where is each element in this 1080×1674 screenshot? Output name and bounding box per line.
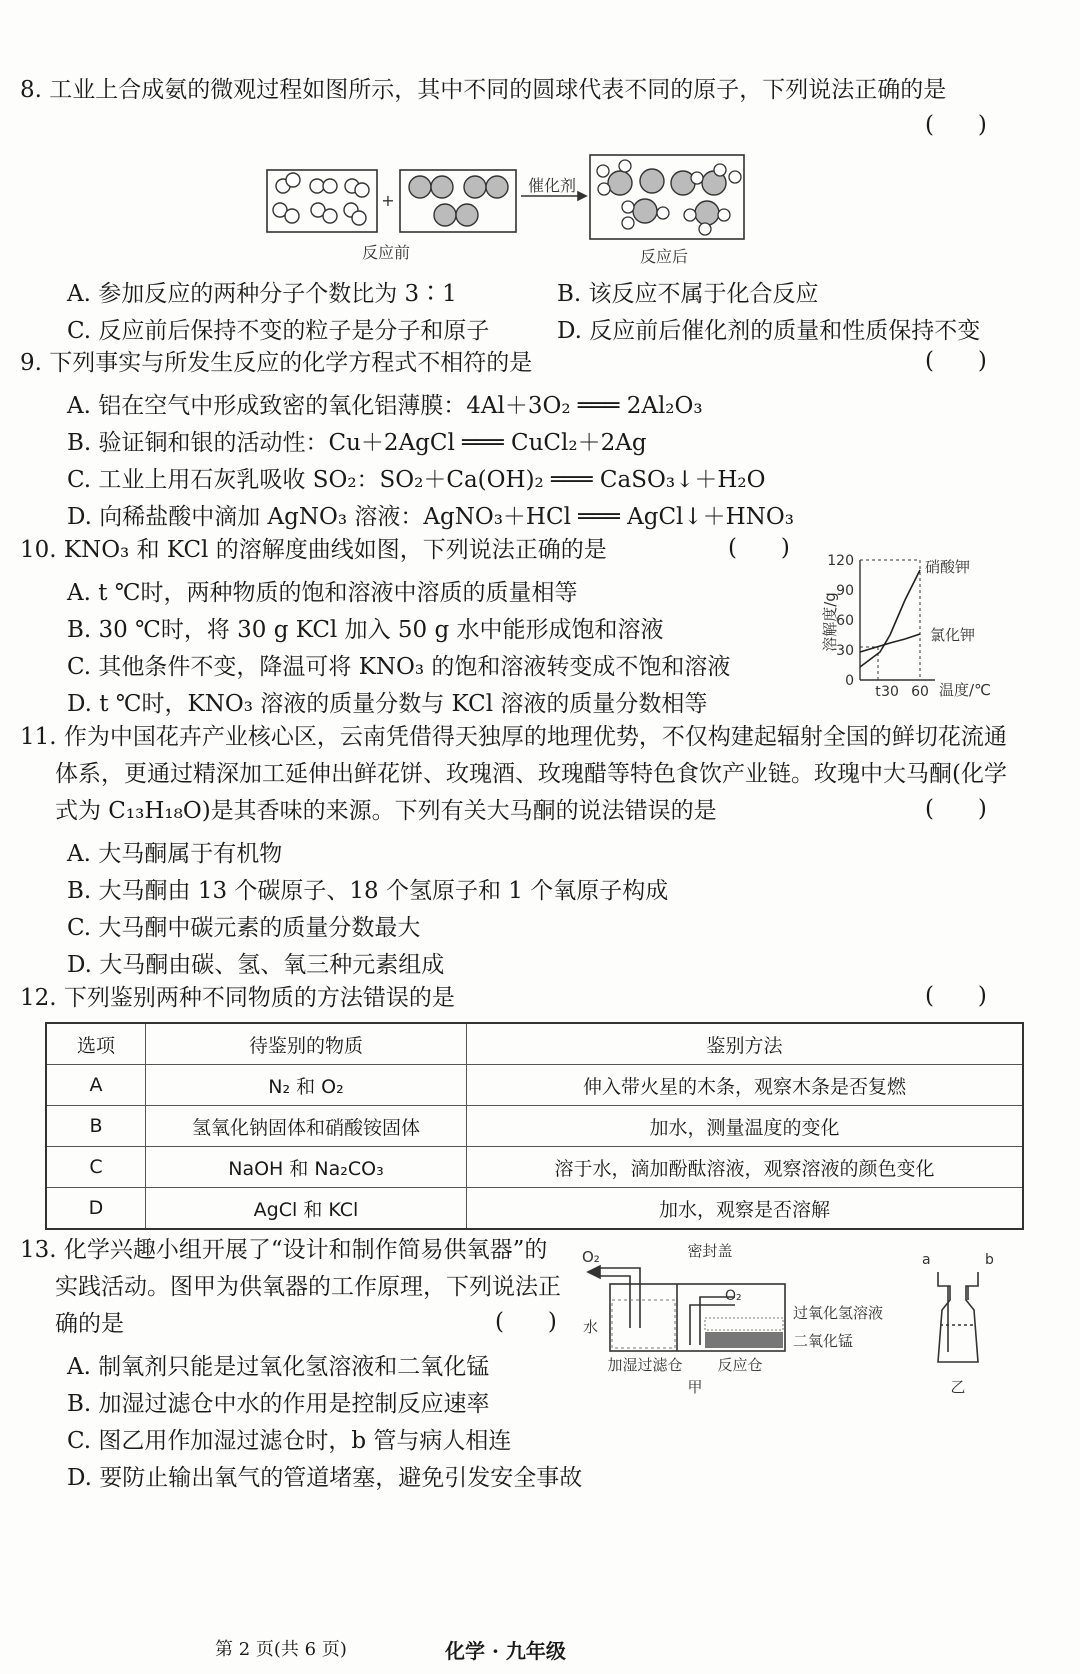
x-axis-label: 温度/℃ [939, 681, 991, 699]
table-cell: A [46, 1065, 146, 1106]
kcl-label: 氯化钾 [930, 626, 976, 644]
q11-answer-paren[interactable]: ( ) [925, 796, 987, 822]
table-header: 鉴别方法 [467, 1023, 1024, 1065]
q12-stem: 12. 下列鉴别两种不同物质的方法错误的是 [20, 985, 455, 1011]
q11-option-d[interactable]: D. 大马酮由碳、氢、氧三种元素组成 [67, 952, 445, 978]
x-tick-label: 60 [911, 684, 929, 700]
q11-option-b[interactable]: B. 大马酮由 13 个碳原子、18 个氢原子和 1 个氧原子构成 [67, 878, 669, 904]
q11-option-a[interactable]: A. 大马酮属于有机物 [67, 841, 283, 867]
tube-b-label: b [985, 1252, 994, 1268]
q13-stem-1: 13. 化学兴趣小组开展了“设计和制作简易供氧器”的 [20, 1237, 548, 1263]
reactor-label: 反应仓 [717, 1356, 763, 1374]
q11-stem-2: 体系，更通过精深加工延伸出鲜花饼、玫瑰酒、玫瑰醋等特色食饮产业链。玫瑰中大马酮(化学 [55, 761, 1007, 787]
q9-answer-paren[interactable]: ( ) [925, 348, 987, 374]
table-header: 选项 [46, 1023, 146, 1065]
y-tick-label: 30 [836, 643, 854, 659]
x-tick-label: 30 [881, 684, 899, 700]
table-cell: C [46, 1147, 146, 1188]
q8-stem: 8. 工业上合成氨的微观过程如图所示，其中不同的圆球代表不同的原子，下列说法正确的是 [20, 77, 947, 103]
o2-out-label: O₂ [582, 1248, 600, 1266]
q10-option-d[interactable]: D. t ℃时，KNO₃ 溶液的质量分数与 KCl 溶液的质量分数相等 [67, 691, 708, 717]
table-cell: 加水，测量温度的变化 [467, 1106, 1024, 1147]
q8-option-a[interactable]: A. 参加反应的两种分子个数比为 3∶1 [67, 281, 457, 307]
x-tick-label: t [875, 684, 881, 700]
catalyst-label: 催化剂 [527, 176, 577, 195]
after-label: 反应后 [639, 247, 689, 266]
q9-option-b[interactable]: B. 验证铜和银的活动性：Cu＋2AgCl ═══ CuCl₂＋2Ag [67, 430, 647, 456]
q11-option-c[interactable]: C. 大马酮中碳元素的质量分数最大 [67, 915, 421, 941]
q13-answer-paren[interactable]: ( ) [495, 1309, 557, 1335]
q10-stem: 10. KNO₃ 和 KCl 的溶解度曲线如图，下列说法正确的是 [20, 537, 607, 563]
q8-option-b[interactable]: B. 该反应不属于化合反应 [557, 281, 819, 307]
q9-option-d[interactable]: D. 向稀盐酸中滴加 AgNO₃ 溶液：AgNO₃＋HCl ═══ AgCl↓＋HNO₃ [67, 504, 794, 530]
table-header: 待鉴别的物质 [146, 1023, 467, 1065]
table-cell: N₂ 和 O₂ [146, 1065, 467, 1106]
water-label: 水 [582, 1318, 598, 1336]
q13-option-b[interactable]: B. 加湿过滤仓中水的作用是控制反应速率 [67, 1391, 490, 1417]
y-axis-label: 溶解度/g [821, 592, 839, 652]
table-cell: B [46, 1106, 146, 1147]
figure-jia-label: 甲 [687, 1378, 703, 1396]
q13-option-d[interactable]: D. 要防止输出氧气的管道堵塞，避免引发安全事故 [67, 1465, 583, 1491]
q9-stem: 9. 下列事实与所发生反应的化学方程式不相符的是 [20, 350, 533, 376]
y-tick-label: 120 [827, 553, 854, 569]
tube-a-label: a [922, 1252, 931, 1268]
y-tick-label: 0 [845, 673, 854, 689]
y-tick-label: 60 [836, 613, 854, 629]
q11-stem-1: 11. 作为中国花卉产业核心区，云南凭借得天独厚的地理优势，不仅构建起辐射全国的鲜切花流通 [20, 724, 1007, 750]
table-cell: NaOH 和 Na₂CO₃ [146, 1147, 467, 1188]
q10-option-a[interactable]: A. t ℃时，两种物质的饱和溶液中溶质的质量相等 [67, 580, 578, 606]
q12-answer-paren[interactable]: ( ) [925, 983, 987, 1009]
o2-inner-label: O₂ [725, 1288, 742, 1304]
kno3-label: 硝酸钾 [925, 558, 971, 576]
q10-option-c[interactable]: C. 其他条件不变，降温可将 KNO₃ 的饱和溶液转变成不饱和溶液 [67, 654, 731, 680]
q9-option-a[interactable]: A. 铝在空气中形成致密的氧化铝薄膜：4Al＋3O₂ ═══ 2Al₂O₃ [67, 393, 703, 419]
q13-option-a[interactable]: A. 制氧剂只能是过氧化氢溶液和二氧化锰 [67, 1354, 490, 1380]
lid-label: 密封盖 [687, 1242, 733, 1260]
q10-answer-paren[interactable]: ( ) [728, 535, 790, 561]
mno2-label: 二氧化锰 [793, 1332, 854, 1350]
table-cell: 伸入带火星的木条，观察木条是否复燃 [467, 1065, 1024, 1106]
q11-stem-3: 式为 C₁₃H₁₈O)是其香味的来源。下列有关大马酮的说法错误的是 [55, 798, 717, 824]
table-cell: 加水，观察是否溶解 [467, 1188, 1024, 1230]
q9-option-c[interactable]: C. 工业上用石灰乳吸收 SO₂：SO₂＋Ca(OH)₂ ═══ CaSO₃↓＋H₂O [67, 467, 766, 493]
page-number: 第 2 页(共 6 页) [215, 1639, 347, 1660]
table-cell: 氢氧化钠固体和硝酸铵固体 [146, 1106, 467, 1147]
q8-answer-paren[interactable]: ( ) [925, 112, 987, 138]
before-label: 反应前 [361, 243, 411, 262]
table-cell: 溶于水，滴加酚酞溶液，观察溶液的颜色变化 [467, 1147, 1024, 1188]
h2o2-label: 过氧化氢溶液 [793, 1304, 884, 1322]
plus-sign: + [381, 191, 395, 210]
q13-stem-2: 实践活动。图甲为供氧器的工作原理，下列说法正 [55, 1274, 561, 1300]
q13-stem-3: 确的是 [55, 1311, 124, 1337]
figure-yi-label: 乙 [950, 1378, 966, 1396]
q10-option-b[interactable]: B. 30 ℃时，将 30 g KCl 加入 50 g 水中能形成饱和溶液 [67, 617, 664, 643]
q8-option-d[interactable]: D. 反应前后催化剂的质量和性质保持不变 [557, 318, 981, 344]
humidifier-label: 加湿过滤仓 [607, 1356, 683, 1374]
y-tick-label: 90 [836, 583, 854, 599]
q8-option-c[interactable]: C. 反应前后保持不变的粒子是分子和原子 [67, 318, 490, 344]
subject-label: 化学 · 九年级 [445, 1639, 566, 1663]
q13-option-c[interactable]: C. 图乙用作加湿过滤仓时，b 管与病人相连 [67, 1428, 512, 1454]
table-cell: AgCl 和 KCl [146, 1188, 467, 1230]
table-cell: D [46, 1188, 146, 1230]
